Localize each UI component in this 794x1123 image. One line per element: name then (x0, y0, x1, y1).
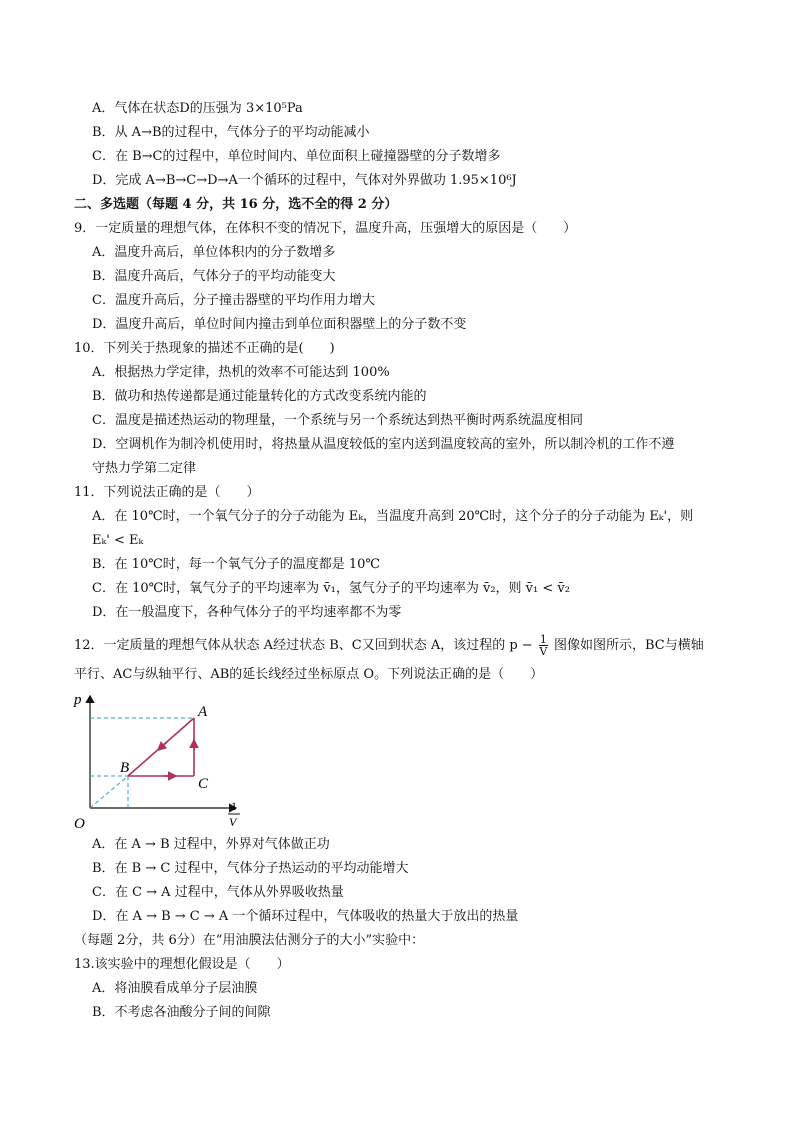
q13-stem: 13.该实验中的理想化假设是（ ） (74, 957, 290, 972)
origin-label: O (74, 816, 85, 832)
guide-origin-b (90, 776, 128, 808)
point-c-label: C (198, 776, 209, 792)
q9-option-a: A．温度升高后，单位体积内的分子数增多 (92, 245, 336, 260)
section-2-header: 二、多选题（每题 4 分，共 16 分，选不全的得 2 分） (74, 197, 398, 212)
q12-option-c: C．在 C → A 过程中，气体从外界吸收热量 (92, 885, 344, 900)
x-axis-label-denominator: V (229, 815, 237, 829)
q10-option-a: A．根据热力学定律，热机的效率不可能达到 100% (92, 365, 390, 380)
q12-fraction (539, 634, 548, 657)
q9-option-d: D．温度升高后，单位时间内撞击到单位面积器壁上的分子数不变 (92, 317, 467, 332)
q10-stem: 10．下列关于热现象的描述不正确的是( ) (74, 341, 335, 356)
point-a-label: A (198, 704, 208, 720)
q9-option-b: B．温度升高后，气体分子的平均动能变大 (92, 269, 336, 284)
point-b-label: B (120, 760, 130, 776)
q12-stem-line2: 平行、AC与纵轴平行、AB的延长线经过坐标原点 O。下列说法正确的是（ ） (74, 667, 544, 682)
q12-option-d: D．在 A → B → C → A 一个循环过程中，气体吸收的热量大于放出的热量 (92, 909, 519, 924)
q13-option-b: B．不考虑各油酸分子间的间隙 (92, 1005, 271, 1020)
y-axis-label: p (74, 692, 82, 708)
q8-option-a: A．气体在状态D的压强为 3×10⁵Pa (92, 101, 303, 116)
q13-option-a: A．将油膜看成单分子层油膜 (92, 981, 258, 996)
p-1v-graph (70, 688, 260, 832)
q12-stem-part1: 12．一定质量的理想气体从状态 A经过状态 B、C又回到状态 A，该过程的 p − (74, 638, 533, 653)
arrow-ab (158, 742, 167, 750)
q11-option-c: C．在 10℃时，氧气分子的平均速率为 v̄₁，氢气分子的平均速率为 v̄₂，则 v̄₁ < v̄₂ (92, 581, 570, 596)
q12-option-b: B．在 B → C 过程中，气体分子热运动的平均动能增大 (92, 861, 409, 876)
q11-stem: 11．下列说法正确的是（ ） (74, 485, 260, 500)
q9-option-c: C．温度升高后，分子撞击器壁的平均作用力增大 (92, 293, 375, 308)
q12-stem-part2: 图像如图所示，BC与横轴 (553, 638, 704, 653)
q11-option-a-continued: Eₖ' < Eₖ (92, 533, 144, 548)
q10-option-d: D．空调机作为制冷机使用时，将热量从温度较低的室内送到温度较高的室外，所以制冷机的工作不遵 (92, 437, 675, 452)
q9-stem: 9．一定质量的理想气体，在体积不变的情况下，温度升高，压强增大的原因是（ ） (74, 221, 577, 236)
section-3-intro: （每题 2分，共 6分）在“用油膜法估测分子的大小”实验中： (74, 933, 425, 948)
q11-option-d: D．在一般温度下，各种气体分子的平均速率都不为零 (92, 605, 402, 620)
q10-option-c: C．温度是描述热运动的物理量，一个系统与另一个系统达到热平衡时两系统温度相同 (92, 413, 583, 428)
q8-option-d: D．完成 A→B→C→D→A一个循环的过程中，气体对外界做功 1.95×10⁶J (92, 173, 517, 188)
q10-option-d-continued: 守热力学第二定律 (92, 461, 197, 476)
q11-option-b: B．在 10℃时，每一个氧气分子的温度都是 10℃ (92, 557, 380, 572)
q12-fraction-numerator: 1 (539, 633, 547, 646)
q12-stem (74, 634, 704, 657)
q12-fraction-denominator: V (539, 645, 548, 658)
q11-option-a: A．在 10℃时，一个氧气分子的分子动能为 Eₖ，当温度升高到 20℃时，这个分子的分子动能为 Eₖ'，则 (92, 509, 694, 524)
q12-option-a: A．在 A → B 过程中，外界对气体做正功 (92, 837, 330, 852)
x-axis-label-numerator: 1 (231, 799, 237, 813)
q10-option-b: B．做功和热传递都是通过能量转化的方式改变系统内能的 (92, 389, 427, 404)
q8-option-c: C．在 B→C的过程中，单位时间内、单位面积上碰撞器壁的分子数增多 (92, 149, 501, 164)
q8-option-b: B．从 A→B的过程中，气体分子的平均动能减小 (92, 125, 370, 140)
